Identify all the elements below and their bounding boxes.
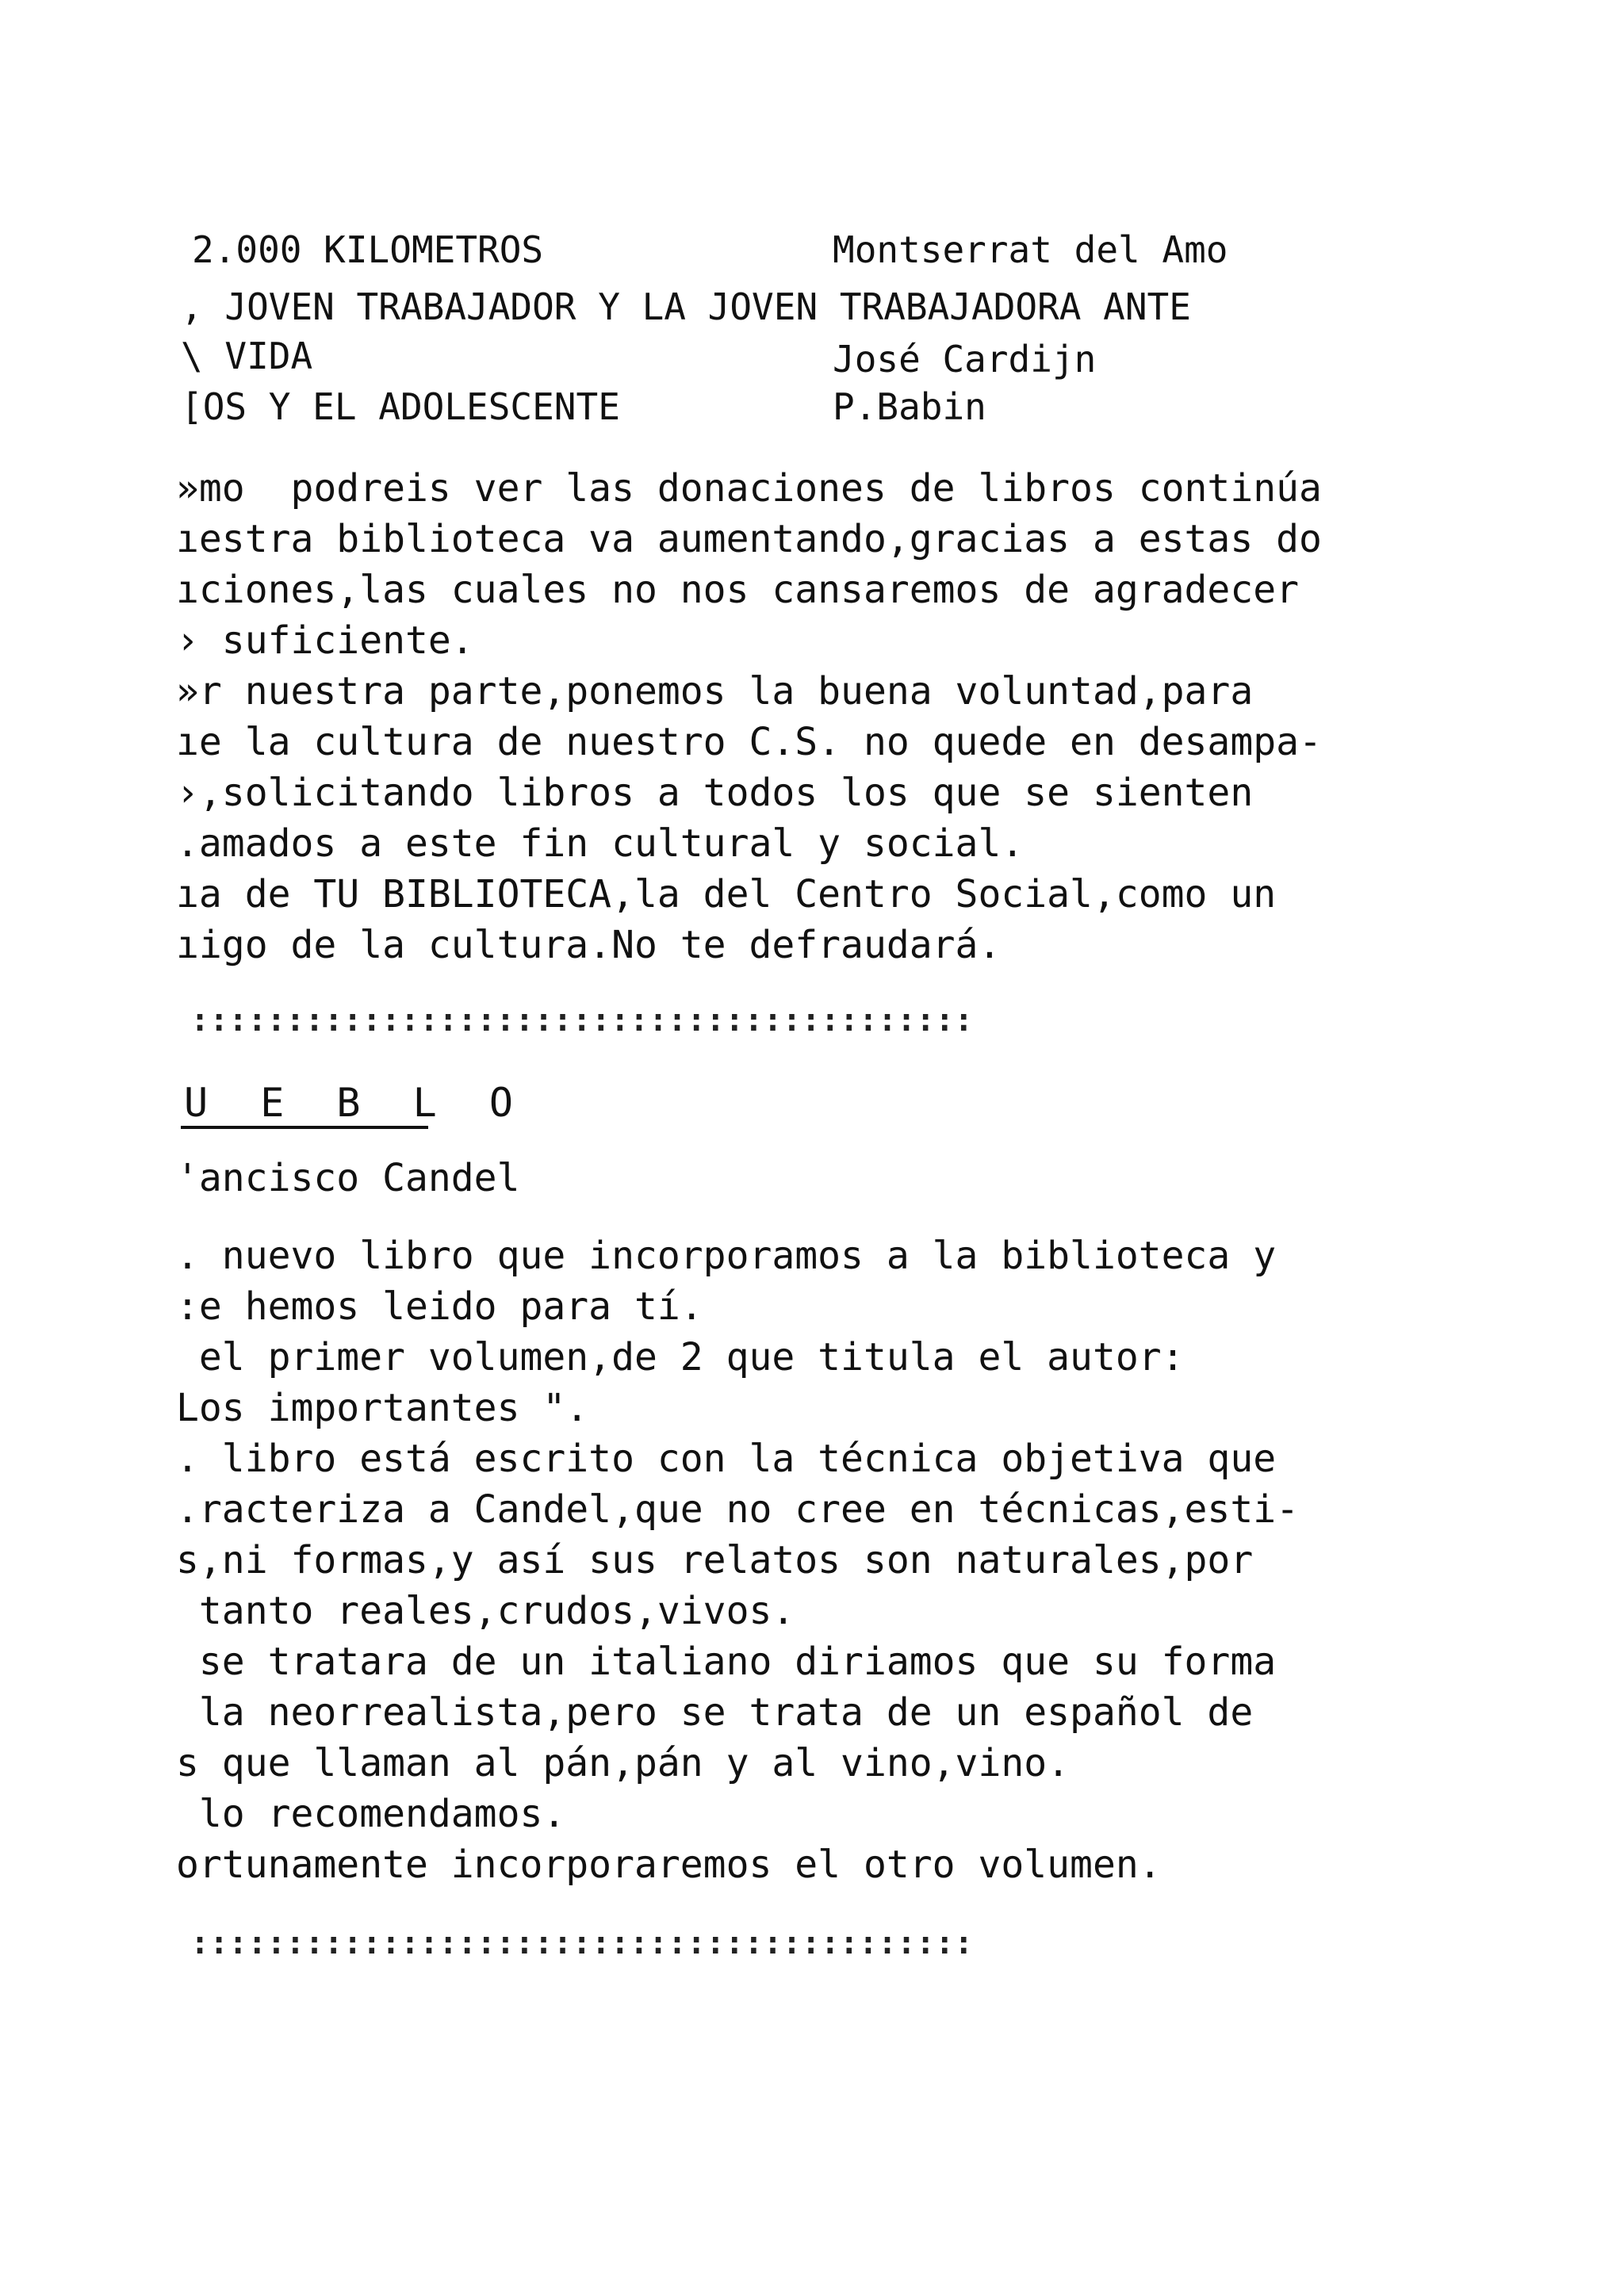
title-underline <box>181 1126 428 1129</box>
review-line: . nuevo libro que incorporamos a la biblioteca y <box>176 1234 1277 1278</box>
review-line: Los importantes ". <box>176 1386 589 1430</box>
book-author: Montserrat del Amo <box>833 228 1228 271</box>
intro-line: ıa de TU BIBLIOTECA,la del Centro Social,como un <box>176 872 1277 916</box>
intro-line: ıciones,las cuales no nos cansaremos de agradecer <box>176 568 1300 612</box>
intro-line: ıestra biblioteca va aumentando,gracias a estas do <box>176 517 1322 561</box>
review-line: s,ni formas,y así sus relatos son naturales,por <box>176 1538 1254 1582</box>
review-line: :e hemos leido para tí. <box>176 1284 703 1329</box>
book-title: , JOVEN TRABAJADOR Y LA JOVEN TRABAJADORA ANTE <box>181 285 1191 328</box>
intro-line: › suficiente. <box>176 618 474 663</box>
review-line: s que llaman al pán,pán y al vino,vino. <box>176 1741 1071 1785</box>
dotted-separator: ::::::::::::::::::::::::::::::::::::::::: <box>190 1002 974 1039</box>
intro-line: ıe la cultura de nuestro C.S. no quede en desampa- <box>176 720 1322 764</box>
review-line: . libro está escrito con la técnica objetiva que <box>176 1437 1277 1481</box>
book-title: [OS Y EL ADOLESCENTE <box>181 385 620 428</box>
review-line: ortunamente incorporaremos el otro volumen. <box>176 1843 1162 1887</box>
review-line: tanto reales,crudos,vivos. <box>176 1589 795 1633</box>
review-line: .racteriza a Candel,que no cree en técnicas,esti- <box>176 1487 1300 1532</box>
section-author: 'ancisco Candel <box>176 1156 520 1200</box>
review-line: la neorrealista,pero se trata de un español de <box>176 1690 1254 1735</box>
book-author: P.Babin <box>833 385 986 428</box>
intro-line: ıigo de la cultura.No te defraudará. <box>176 923 1002 967</box>
review-line: lo recomendamos. <box>176 1792 566 1836</box>
intro-line: »mo podreis ver las donaciones de libros continúa <box>176 466 1322 511</box>
section-title: U E B L O <box>184 1080 527 1126</box>
review-line: el primer volumen,de 2 que titula el autor: <box>176 1335 1185 1380</box>
intro-line: .amados a este fin cultural y social. <box>176 821 1025 866</box>
intro-line: ›,solicitando libros a todos los que se sienten <box>176 771 1254 815</box>
dotted-separator: ::::::::::::::::::::::::::::::::::::::::: <box>190 1925 974 1961</box>
review-line: se tratara de un italiano diriamos que su forma <box>176 1640 1277 1684</box>
book-title: \ VIDA <box>181 335 313 377</box>
book-author: José Cardijn <box>833 338 1097 381</box>
intro-line: »r nuestra parte,ponemos la buena voluntad,para <box>176 669 1254 714</box>
book-title: 2.000 KILOMETROS <box>192 228 544 271</box>
